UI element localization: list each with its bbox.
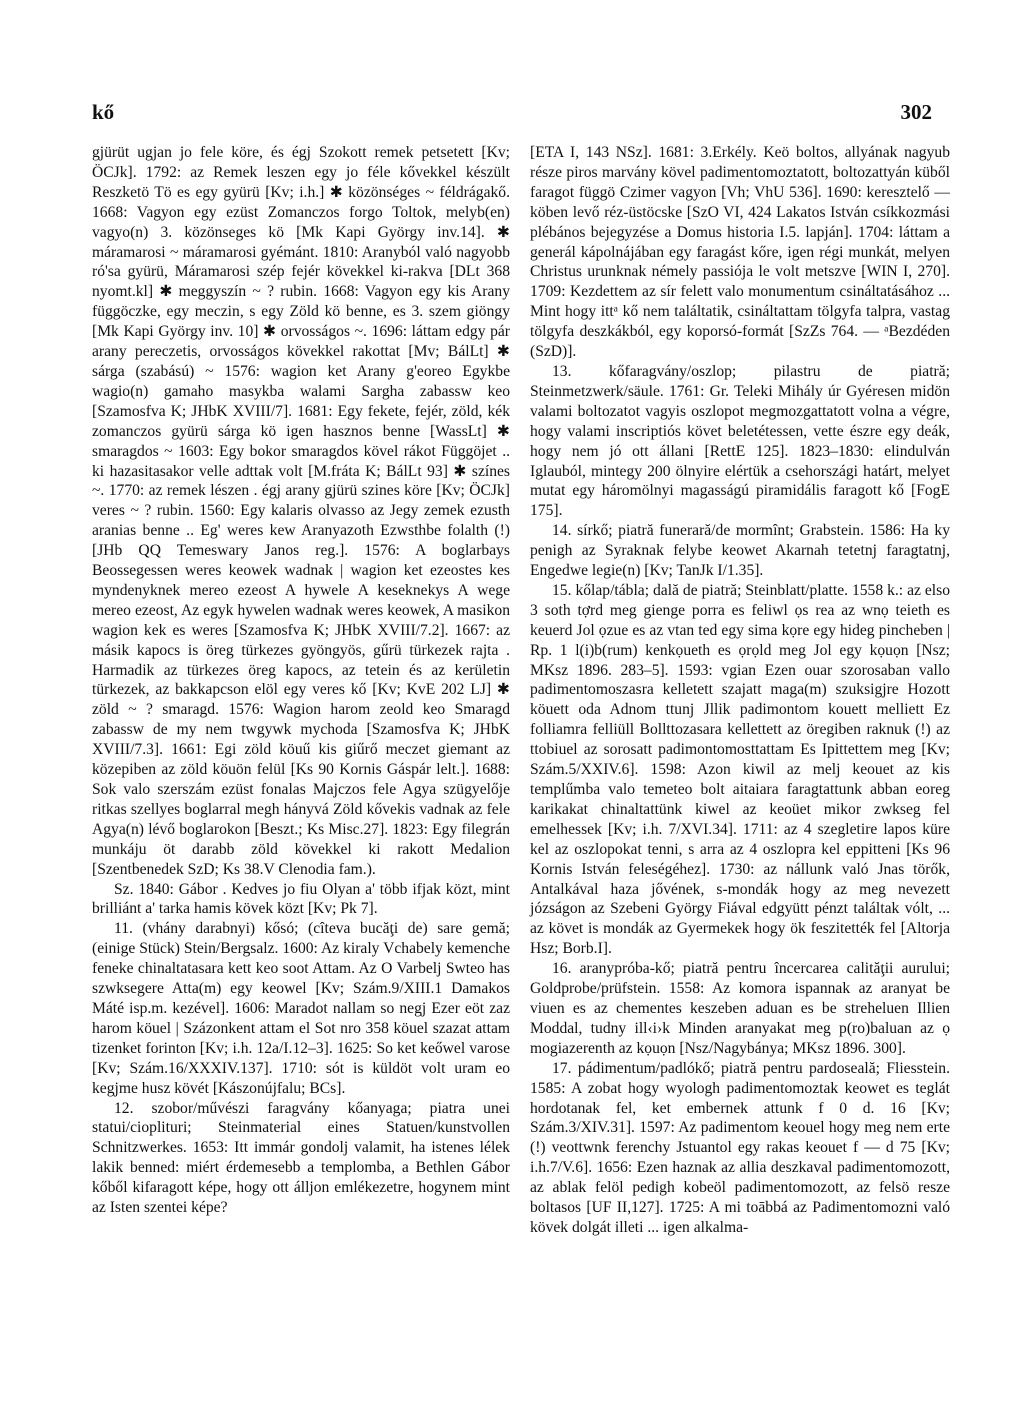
- right-column: [530, 143, 950, 1238]
- entry-paragraph: 11. (vhány darabnyi) kősó; (cîteva bucăţi de) sare gemă; (einige Stück) Stein/Bergsalz. 1600: Az kiraly Vchabely kemenche feneke chinaltatasara kett keo soot Attam. Az O Varbelj Swteo has szwksegere Atta(m) egy keowel [Kv; Szám.9/XIII.1 Damakos Máté isp.m. kezével]. 1606: Maradot nallam so negj Ezer eöt zaz harom köuel | Százonkent attam el Sot nro 358 köuel szazat attam tizenket forinton [Kv; i.h. 12a/I.12–3]. 1625: So ket keőwel varose [Kv; Szám.16/XXXIV.137]. 1710: sót is küldöt volt uram eo kegjme husz kövét [Kászonújfalu; BCs].: [92, 920, 510, 1097]
- entry-paragraph: gjürüt ugjan jo fele köre, és égj Szokott remek petsetett [Kv; ÖCJk]. 1792: az Remek leszen egy jo féle kővekkel készült Reszketö Tö es egy gyürü [Kv; i.h.] ✱ közönséges ~ féldrágakő. 1668: Vagyon egy ezüst Zomanczos forgo Toltok, melyb(en) vagyo(n) 3. közönseges kö [Mk Kapi György inv.14]. ✱ máramarosi ~ máramarosi gyémánt. 1810: Aranyból való nagyobb ró'sa gyürü, Máramarosi szép fejér kövekkel ki-rakva [DLt 368 nyomt.kl] ✱ meggyszín ~ ? rubin. 1668: Vagyon egy kis Arany függöczke, egy meczin, s egy Zöld kö benne, es 3. szem giöngy [Mk Kapi György inv. 10] ✱ orvosságos ~. 1696: láttam edgy pár arany pereczetis, orvosságos kövekkel rakottat [Mv; BálLt] ✱ sárga (szabású) ~ 1576: wagion ket Arany g'eoreo Egykbe wagio(n) gamaho masykba walami Sargha zabassw keo [Szamosfva K; JHbK XVIII/7]. 1681: Egy fekete, fejér, zöld, kék zomanczos gyürü sárga kö igen hasznos benne [WassLt] ✱ smaragdos ~ 1603: Egy bokor smaragdos kövel rákot Függöjet .. ki hazasitasakor velle adttak volt [M.fráta K; BálLt 93] ✱ színes ~. 1770: az remek lészen . égj arany gjürü szines köre [Kv; ÖCJk] veres ~ ? rubin. 1560: Egy kalaris olvasso az Jegy zemek ezusth aranias benne .. Eg' weres kew Aranyazoth Ezwsthbe folalth (!) [JHb QQ Temeswary Janos reg.]. 1576: A boglarbays Beossegessen weres keowek wadnak | wagion ket ezeostes kes myndenyknek mereo ezeost A hywele A keseknekys A wege mereo ezeost, Az egyk hywelen wadnak weres keowek, A masikon wagion kek es weres [Szamosfva K; JHbK XVIII/7.2]. 1667: az másik kapocs is öreg türkezes gyöngyös, gűrü türkezek rajta . Harmadik az türkezes öreg kapocs, az tetein és az kerületin türkezek, az bakkapcson elöl egy veres kő [Kv; KvE 202 LJ] ✱ zöld ~ ? smaragd. 1576: Wagion harom zeold keo Smaragd zabassw de my nem twgywk mychoda [Szamosfva K; JHbK XVIII/7.3]. 1661: Egi zöld köuű kis giűrő meczet giemant az közepiben az zöld köuön felül [Ks 90 Kornis Gáspár lelt.]. 1688: Sok valo szerszám ezüst fonalas Majczos fele Agya szügyelője ritkas szellyes boglarral megh hányvá Zöld kővekis vadnak az fele Agya(n) lévő boglarokon [Beszt.; Ks Misc.27]. 1823: Egy filegrán munkáju öt darabb zöld kövekkel ki rakott Medalion [Szentbenedek SzD; Ks 38.V Clenodia fam.).: [92, 144, 510, 878]
- page-number: 302: [900, 100, 932, 124]
- page-header: [92, 100, 932, 130]
- entry-paragraph: Sz. 1840: Gábor . Kedves jo fiu Olyan a' több ifjak közt, mint brilliánt a' tarka hamis kövek közt [Kv; Pk 7].: [92, 880, 510, 918]
- entry-paragraph: [ETA I, 143 NSz]. 1681: 3.Erkély. Keö boltos, allyának nagyub része piros marvány kövel padimentomoztatott, boltozattyán küből faragot függö Czimer vagyon [Vh; VhU 536]. 1690: keresztelő — köben levő réz-üstöcske [SzO VI, 424 Lakatos István csíkkozmási plébános bejegyzése a Domus historia I.5. lapján]. 1704: láttam a generál kápolnájában egy faragást kőre, igen régi munkát, melyen Christus urunknak némely passiója le volt metszve [WIN I, 270]. 1709: Kezdettem az sír felett valo monumentum csináltatásához ... Mint hogy ittᵃ kő nem találtatik, csináltattam tölgyfa talpra, vastag tölgyfa deszkákból, egy koporsó-formát [SzZs 764. — ᵃBezdéden (SzD)].: [530, 144, 950, 361]
- entry-paragraph: 17. pádimentum/padlókő; piatră pentru pardoseală; Fliesstein. 1585: A zobat hogy wyologh padimentomoztak keowet es teglát hordotanak fel, ket embernek attunk f 0 d. 16 [Kv; Szám.3/XIV.31]. 1597: Az padimentom keouel hogy meg nem erte (!) veottwnk ferenchy Jstuantol egy rakas keouet f — d 75 [Kv; i.h.7/V.6]. 1656: Ezen haznak az allia deszkaval padimentomozott, az ablak felöl pedigh kobeöl padimentomozott, az felsö resze boltasos [UF II,127]. 1725: A mi toābbá az Padimentomozni való kövek dolgát illeti ... igen alkalma-: [530, 1059, 950, 1236]
- entry-paragraph: 14. sírkő; piatră funerară/de mormînt; Grabstein. 1586: Ha ky penigh az Syraknak felybe keowet Akarnah tetetnj faragtatnj, Engedwe legie(n) [Kv; TanJk I/1.35].: [530, 522, 950, 580]
- entry-paragraph: 12. szobor/művészi faragvány kőanyaga; piatra unei statui/ciopliturі; Steinmaterial eines Statuen/kunstvollen Schnitzwerkes. 1653: Itt immár gondolj valamit, ha istenes lélek lakik benned: miért érdemesebb a templomba, a Bethlen Gábor kőből kifaragott képe, hogy ott álljon emlékezetre, hogynem mint az Isten szentei képe?: [92, 1099, 510, 1217]
- entry-paragraph: 16. aranypróba-kő; piatră pentru încercarea calităţii aurului; Goldprobe/prüfstein. 1558: Az komora ispannak az aranyat be viuen es az chementes keszeben aduan es be streheluen Illien Moddal, tudny ill‹i›k Minden aranyakat meg p(ro)baluan az ọ mogiazerenth az kọuọn [Nsz/Nagybánya; MKsz 1896. 300].: [530, 960, 950, 1057]
- left-column: [92, 143, 510, 1218]
- entry-paragraph: 15. kőlap/tábla; dală de piatră; Steinblatt/platte. 1558 k.: az elso 3 soth tợrd meg gienge porra es feliwl ọs rea az wnọ teieth es keuerd Jol ọzue es az vtan ted egy sima kọre egy hideg pincheben | Rp. 1 l(i)b(rum) kenkọueth es ọrọld meg Jol egy kọuọn [Nsz; MKsz 1896. 283–5]. 1593: vgian Ezen ouar szorosaban vallo padimentomoszasra kelletett szajatt maga(m) szuksigjre Hozott köuett oda Adnom ttunj Jllik padimontom kouett melliett Ez folliamra felliüll Bollttozasara kellettett az öregiben raknuk (!) az ttobiuel az sorosatt padimontomosttattam Es Ipittettem meg [Kv; Szám.5/XXIV.6]. 1598: Azon kiwil az melj keouet az kis templűmba valo temeteo bolt aitaiara faragtattunk abban eoreg karikakat chinaltattünk kiwel az keoüet mikor zwkseg fel emelhessek [Kv; i.h. 7/XVI.34]. 1711: az 4 szegletire lapos küre kel az oszlopokat tenni, s arra az 4 oszlopra kel eppitteni [Ks 96 Kornis István feleségéhez]. 1730: az nállunk való Jnas törők, Antalkával haza jővének, s-mondák hogy az meg nevezett józságon az Szebeni György Fiával edgyütt pénzt találtak vólt, ... az követ is mondák az Gyermekek hogy ök feszitették fel [Altorja Hsz; Borb.I].: [530, 581, 950, 958]
- entry-paragraph: 13. kőfaragvány/oszlop; pilastru de piatră; Steinmetzwerk/säule. 1761: Gr. Teleki Mihály úr Gyéresen midön valami boltozatot vagyis oszlopot megmozgattatott volna a végre, hogy valami inscriptiós követ beletétessen, vette észre egy deák, hogy nem jó ott állani [RettE 125]. 1823–1830: elindulván Iglauból, mintegy 200 ölnyire elértük a csehországi határt, melyet mutat egy háromölnyi magasságú piramidális faragott kő [FogE 175].: [530, 362, 950, 520]
- running-headword: kő: [92, 100, 115, 124]
